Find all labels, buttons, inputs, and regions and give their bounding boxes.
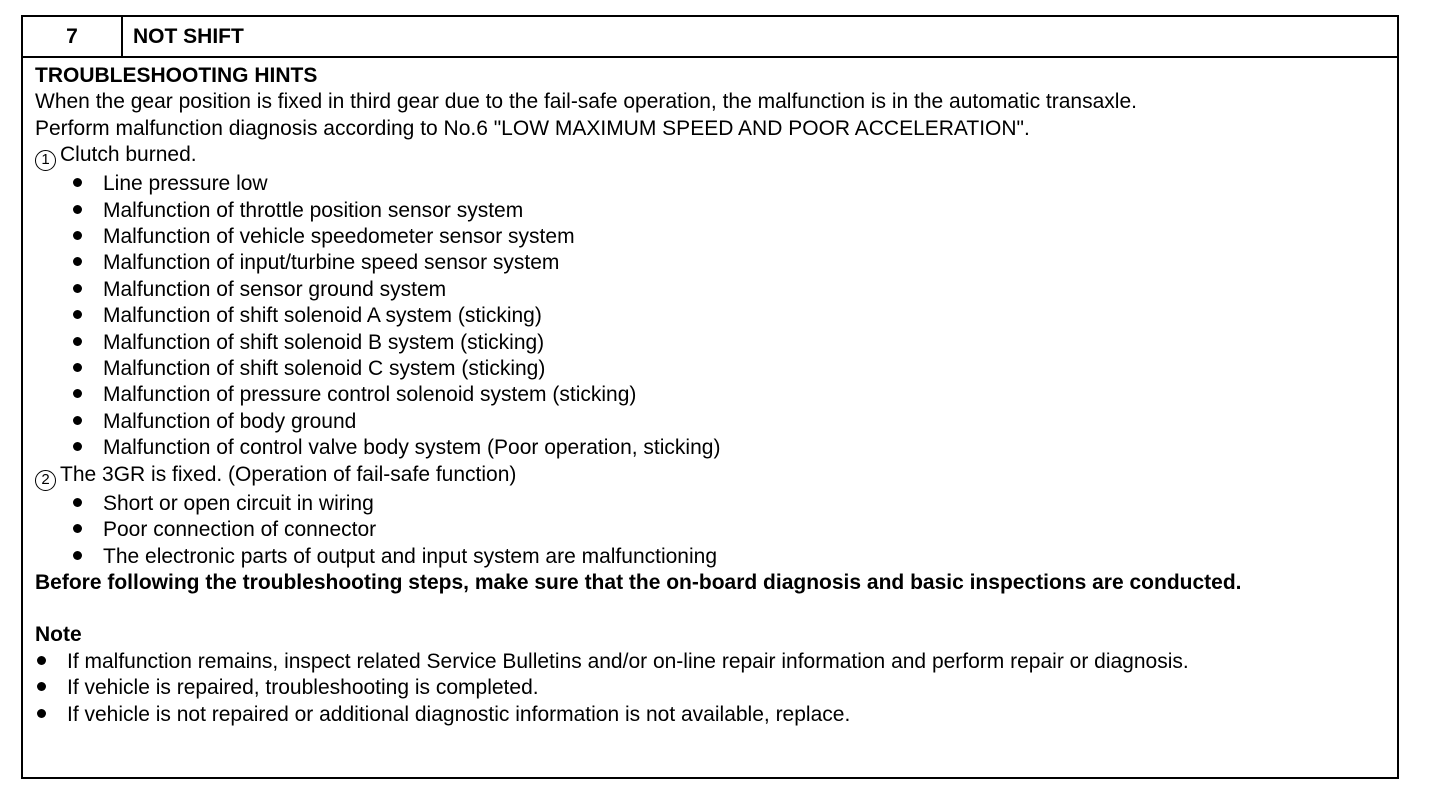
list-item bbox=[35, 356, 1389, 382]
list-item bbox=[35, 544, 1389, 570]
list-item-text: Malfunction of input/turbine speed sensor system bbox=[103, 251, 560, 275]
table-body bbox=[35, 63, 1389, 728]
list-item bbox=[35, 330, 1389, 356]
note-item-text: If vehicle is not repaired or additional diagnostic information is not available, replace. bbox=[67, 702, 851, 726]
list-item-text: Malfunction of shift solenoid B system (sticking) bbox=[103, 330, 545, 354]
bullet-icon bbox=[73, 416, 82, 425]
list-item bbox=[35, 382, 1389, 408]
list-item-text: Malfunction of throttle position sensor system bbox=[103, 198, 524, 222]
list-item bbox=[35, 250, 1389, 276]
list-item bbox=[35, 435, 1389, 461]
list-item-text: Malfunction of shift solenoid A system (sticking) bbox=[103, 304, 542, 328]
circled-number: 1 bbox=[35, 150, 56, 171]
list-item-text: Short or open circuit in wiring bbox=[103, 491, 374, 515]
note-item bbox=[35, 675, 1389, 701]
bullet-icon bbox=[73, 498, 82, 507]
list-item-text: Malfunction of sensor ground system bbox=[103, 277, 447, 301]
list-item-text: Malfunction of pressure control solenoid system (sticking) bbox=[103, 383, 637, 407]
note-title: Note bbox=[35, 623, 82, 647]
bullet-icon bbox=[73, 363, 82, 372]
list-item-text: Malfunction of shift solenoid C system (sticking) bbox=[103, 357, 546, 381]
list-item bbox=[35, 171, 1389, 197]
troubleshooting-table bbox=[21, 15, 1399, 779]
bullet-icon bbox=[73, 284, 82, 293]
note-item bbox=[35, 702, 1389, 728]
bullet-icon bbox=[37, 656, 46, 665]
bullet-icon bbox=[73, 551, 82, 560]
bullet-icon bbox=[73, 205, 82, 214]
cause-heading bbox=[35, 142, 1389, 171]
list-item bbox=[35, 491, 1389, 517]
bullet-icon bbox=[73, 524, 82, 533]
list-item bbox=[35, 277, 1389, 303]
step-number: 7 bbox=[23, 17, 123, 56]
cause-heading bbox=[35, 462, 1389, 491]
list-item-text: Line pressure low bbox=[103, 172, 268, 196]
note-item-text: If malfunction remains, inspect related Service Bulletins and/or on-line repair information and perform repair or diagnosis. bbox=[67, 649, 1189, 673]
list-item-text: Malfunction of control valve body system (Poor operation, sticking) bbox=[103, 436, 721, 460]
warning-text: Before following the troubleshooting steps, make sure that the on-board diagnosis and basic inspections are conducted. bbox=[35, 570, 1242, 594]
list-item bbox=[35, 303, 1389, 329]
bullet-icon bbox=[37, 709, 46, 718]
table-header-row bbox=[23, 17, 1397, 58]
bullet-icon bbox=[73, 389, 82, 398]
list-item-text: Poor connection of connector bbox=[103, 518, 377, 542]
bullet-icon bbox=[73, 337, 82, 346]
section-title: TROUBLESHOOTING HINTS bbox=[35, 64, 318, 87]
bullet-icon bbox=[73, 442, 82, 451]
bullet-icon bbox=[73, 310, 82, 319]
list-item bbox=[35, 198, 1389, 224]
note-item-text: If vehicle is repaired, troubleshooting is completed. bbox=[67, 676, 539, 700]
list-item-text: The electronic parts of output and input system are malfunctioning bbox=[103, 544, 718, 568]
step-title: NOT SHIFT bbox=[133, 25, 244, 48]
list-item-text: Malfunction of vehicle speedometer sensor system bbox=[103, 225, 575, 249]
cause-label: The 3GR is fixed. (Operation of fail-safe function) bbox=[60, 462, 517, 486]
cause-label: Clutch burned. bbox=[60, 143, 197, 167]
intro-text: Perform malfunction diagnosis according to No.6 "LOW MAXIMUM SPEED AND POOR ACCELERATION". bbox=[35, 116, 1030, 140]
bullet-icon bbox=[37, 682, 46, 691]
bullet-icon bbox=[73, 257, 82, 266]
note-item bbox=[35, 649, 1389, 675]
list-item bbox=[35, 409, 1389, 435]
circled-number: 2 bbox=[35, 470, 56, 491]
bullet-icon bbox=[73, 231, 82, 240]
list-item bbox=[35, 517, 1389, 543]
bullet-icon bbox=[73, 178, 82, 187]
list-item bbox=[35, 224, 1389, 250]
spacer bbox=[35, 596, 1389, 622]
list-item-text: Malfunction of body ground bbox=[103, 409, 357, 433]
intro-text: When the gear position is fixed in third gear due to the fail-safe operation, the malfunction is in the automatic transaxle. bbox=[35, 90, 1137, 114]
